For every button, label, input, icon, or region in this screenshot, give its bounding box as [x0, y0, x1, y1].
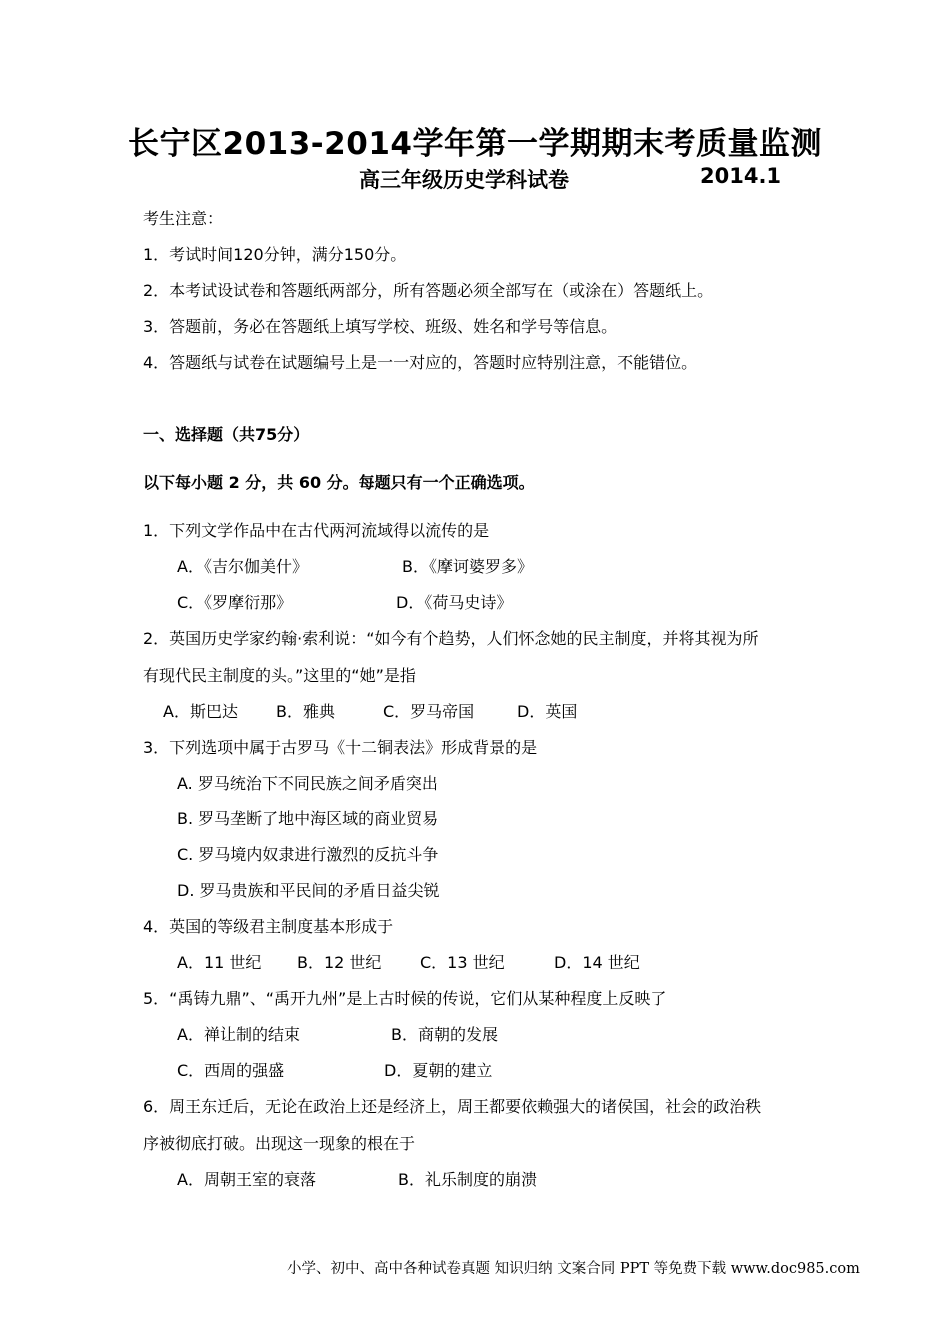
question-6-option-b: B．礼乐制度的崩溃: [398, 1170, 537, 1189]
exam-title: 长宁区2013-2014学年第一学期期末考质量监测: [128, 126, 822, 162]
notice-item: 2．本考试设试卷和答题纸两部分，所有答题必须全部写在（或涂在）答题纸上。: [143, 281, 714, 300]
question-4-stem: 4．英国的等级君主制度基本形成于: [143, 917, 394, 936]
section-instruction: 以下每小题 2 分，共 60 分。每题只有一个正确选项。: [143, 473, 535, 492]
question-1-option-b: B．《摩诃婆罗多》: [402, 557, 533, 576]
section-heading: 一、选择题（共75分）: [143, 425, 310, 444]
question-2-option-d: D．英国: [517, 702, 578, 721]
notice-item: 3．答题前，务必在答题纸上填写学校、班级、姓名和学号等信息。: [143, 317, 618, 336]
question-1-stem: 1．下列文学作品中在古代两河流域得以流传的是: [143, 521, 490, 540]
notice-heading: 考生注意：: [143, 209, 224, 228]
question-1-option-a: A．《吉尔伽美什》: [177, 557, 308, 576]
question-5-stem: 5．“禹铸九鼎”、“禹开九州”是上古时候的传说，它们从某种程度上反映了: [143, 989, 667, 1008]
exam-subtitle: 高三年级历史学科试卷: [359, 168, 569, 192]
question-1-option-c: C．《罗摩衍那》: [177, 593, 293, 612]
page-footer: 小学、初中、高中各种试卷真题 知识归纳 文案合同 PPT 等免费下载 www.doc985.com: [287, 1261, 860, 1277]
question-4-option-d: D．14 世纪: [554, 953, 640, 972]
question-2-stem-continued: 有现代民主制度的头。”这里的“她”是指: [143, 666, 416, 685]
notice-item: 4．答题纸与试卷在试题编号上是一一对应的，答题时应特别注意，不能错位。: [143, 353, 698, 372]
question-3-option-b: B. 罗马垄断了地中海区域的商业贸易: [177, 809, 439, 828]
question-2-option-c: C．罗马帝国: [383, 702, 475, 721]
question-3-option-a: A. 罗马统治下不同民族之间矛盾突出: [177, 774, 438, 793]
question-5-option-d: D．夏朝的建立: [384, 1061, 493, 1080]
question-4-option-c: C．13 世纪: [420, 953, 505, 972]
question-2-option-a: A．斯巴达: [163, 702, 238, 721]
question-5-option-b: B．商朝的发展: [391, 1025, 498, 1044]
question-2-option-b: B．雅典: [276, 702, 335, 721]
question-6-stem: 6．周王东迁后，无论在政治上还是经济上，周王都要依赖强大的诸侯国，社会的政治秩: [143, 1097, 762, 1116]
notice-item: 1．考试时间120分钟，满分150分。: [143, 245, 407, 264]
question-3-option-c: C. 罗马境内奴隶进行激烈的反抗斗争: [177, 845, 439, 864]
question-6-option-a: A．周朝王室的衰落: [177, 1170, 316, 1189]
question-5-option-a: A．禅让制的结束: [177, 1025, 300, 1044]
question-5-option-c: C．西周的强盛: [177, 1061, 285, 1080]
question-4-option-a: A．11 世纪: [177, 953, 262, 972]
question-4-option-b: B．12 世纪: [297, 953, 382, 972]
exam-date: 2014.1: [700, 164, 782, 188]
question-2-stem: 2．英国历史学家约翰·索利说：“如今有个趋势，人们怀念她的民主制度，并将其视为所: [143, 629, 759, 648]
question-6-stem-continued: 序被彻底打破。出现这一现象的根在于: [143, 1134, 416, 1153]
question-3-stem: 3．下列选项中属于古罗马《十二铜表法》形成背景的是: [143, 738, 538, 757]
question-1-option-d: D．《荷马史诗》: [396, 593, 513, 612]
question-3-option-d: D. 罗马贵族和平民间的矛盾日益尖锐: [177, 881, 440, 900]
